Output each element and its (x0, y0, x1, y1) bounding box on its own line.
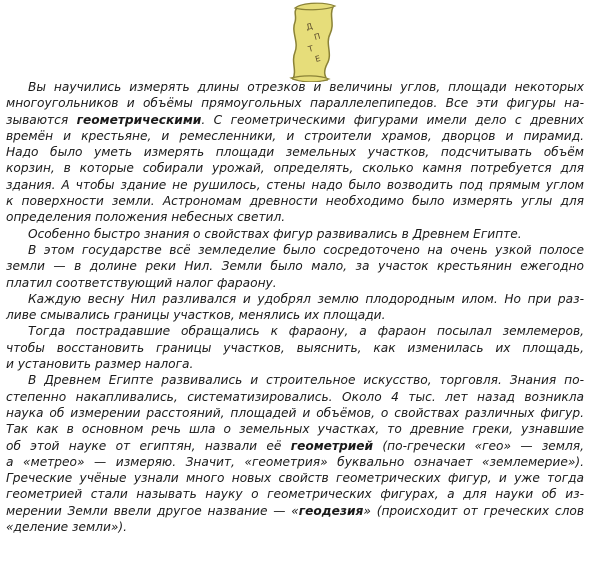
text-line (6, 144, 584, 160)
text-segment: Греческие учёные узнали много новых свойств геометрических фигур, и уже тогда (6, 471, 584, 486)
text-segment: корзин, в которые собирали урожай, определять, сколько камня потребуется для (6, 161, 584, 176)
papyrus-scroll-icon (283, 2, 341, 82)
text-line (6, 193, 584, 209)
text-segment: В Древнем Египте развивались и строительное искусство, торговля. Знания по- (28, 373, 584, 388)
text-segment: к поверхности земли. Астрономам древности необходимо было измерять углы для (6, 194, 584, 209)
text-segment: земли — в долине реки Нил. Земли было мало, за участок крестьянин ежегодно (6, 259, 584, 274)
text-line (6, 291, 584, 307)
text-line (6, 177, 584, 193)
text-line (6, 340, 584, 356)
text-line (6, 421, 584, 437)
text-segment: мерении Земли ввели другое название — « (6, 503, 299, 518)
text-segment: Тогда пострадавшие обращались к фараону, а фараон посылал землемеров, (28, 324, 584, 339)
text-segment: многоугольников и объёмы прямоугольных параллелепипедов. Все эти фигуры на- (6, 96, 584, 111)
text-line (6, 275, 584, 291)
text-line (6, 486, 584, 502)
text-segment: определения положения небесных светил. (6, 210, 286, 225)
text-line (6, 405, 584, 421)
text-line (6, 160, 584, 176)
text-segment: Надо было уметь измерять площади земельных участков, подсчитывать объём (6, 145, 584, 160)
text-segment: геометрией стали называть науку о геометрических фигурах, а для науки об из- (6, 487, 584, 502)
text-line (6, 438, 584, 454)
text-segment: времён и крестьяне, и ремесленники, и строители храмов, дворцов и пирамид. (6, 128, 584, 143)
text-segment: . С геометрическими фигурами имели дело с древних (201, 112, 584, 127)
term-bold: геодезия (298, 503, 364, 518)
text-segment: степенно накапливались, систематизировались. Около 4 тыс. лет назад возникла (6, 389, 584, 404)
text-line (6, 323, 584, 339)
text-line (6, 519, 584, 535)
text-segment: » (происходит от греческих слов (363, 503, 584, 518)
text-segment: а «метрео» — измеряю. Значит, «геометрия» буквально означает «землемерие»). (6, 454, 584, 469)
text-line (6, 226, 584, 242)
text-segment: Особенно быстро знания о свойствах фигур развивались в Древнем Египте. (28, 226, 522, 241)
article-text (6, 79, 584, 535)
text-segment: (по-гречески «гео» — земля, (373, 438, 584, 453)
text-line (6, 307, 584, 323)
scroll-glyph: П (313, 31, 322, 42)
text-segment: зываются (6, 112, 77, 127)
text-line (6, 503, 584, 519)
text-segment: чтобы восстановить границы участков, выяснить, как изменилась их площадь, (6, 340, 584, 355)
text-line (6, 128, 584, 144)
text-segment: об этой науке от египтян, назвали её (6, 438, 291, 453)
text-line (6, 79, 584, 95)
text-line (6, 112, 584, 128)
scroll-glyph: Т (307, 43, 315, 54)
text-line (6, 470, 584, 486)
text-line (6, 356, 584, 372)
text-line (6, 209, 584, 225)
text-line (6, 454, 584, 470)
term-bold: геометрией (290, 438, 374, 453)
text-segment: здания. А чтобы здание не рушилось, стены надо было возводить под прямым углом (6, 177, 584, 192)
term-bold: геометрическими (76, 112, 202, 127)
text-segment: Вы научились измерять длины отрезков и величины углов, площади некоторых (28, 80, 584, 94)
text-line (6, 242, 584, 258)
scroll-glyph: Е (314, 53, 322, 64)
text-line (6, 389, 584, 405)
text-segment: ливе смывались границы участков, менялись их площади. (6, 308, 386, 323)
text-segment: В этом государстве всё земледелие было сосредоточено на очень узкой полосе (28, 242, 584, 257)
text-segment: платил соответствующий налог фараону. (6, 275, 277, 290)
text-segment: наука об измерении расстояний, площадей и объёмов, о свойствах различных фигур. (6, 405, 584, 420)
text-line (6, 258, 584, 274)
text-segment: «деление земли»). (6, 520, 128, 535)
scroll-glyph: Д (305, 21, 314, 32)
text-segment: Каждую весну Нил разливался и удобрял землю плодородным илом. Но при раз- (28, 291, 584, 306)
text-segment: и установить размер налога. (6, 357, 194, 372)
text-segment: Так как в основном речь шла о земельных участках, то древние греки, узнавшие (6, 422, 584, 437)
text-line (6, 372, 584, 388)
text-line (6, 95, 584, 111)
